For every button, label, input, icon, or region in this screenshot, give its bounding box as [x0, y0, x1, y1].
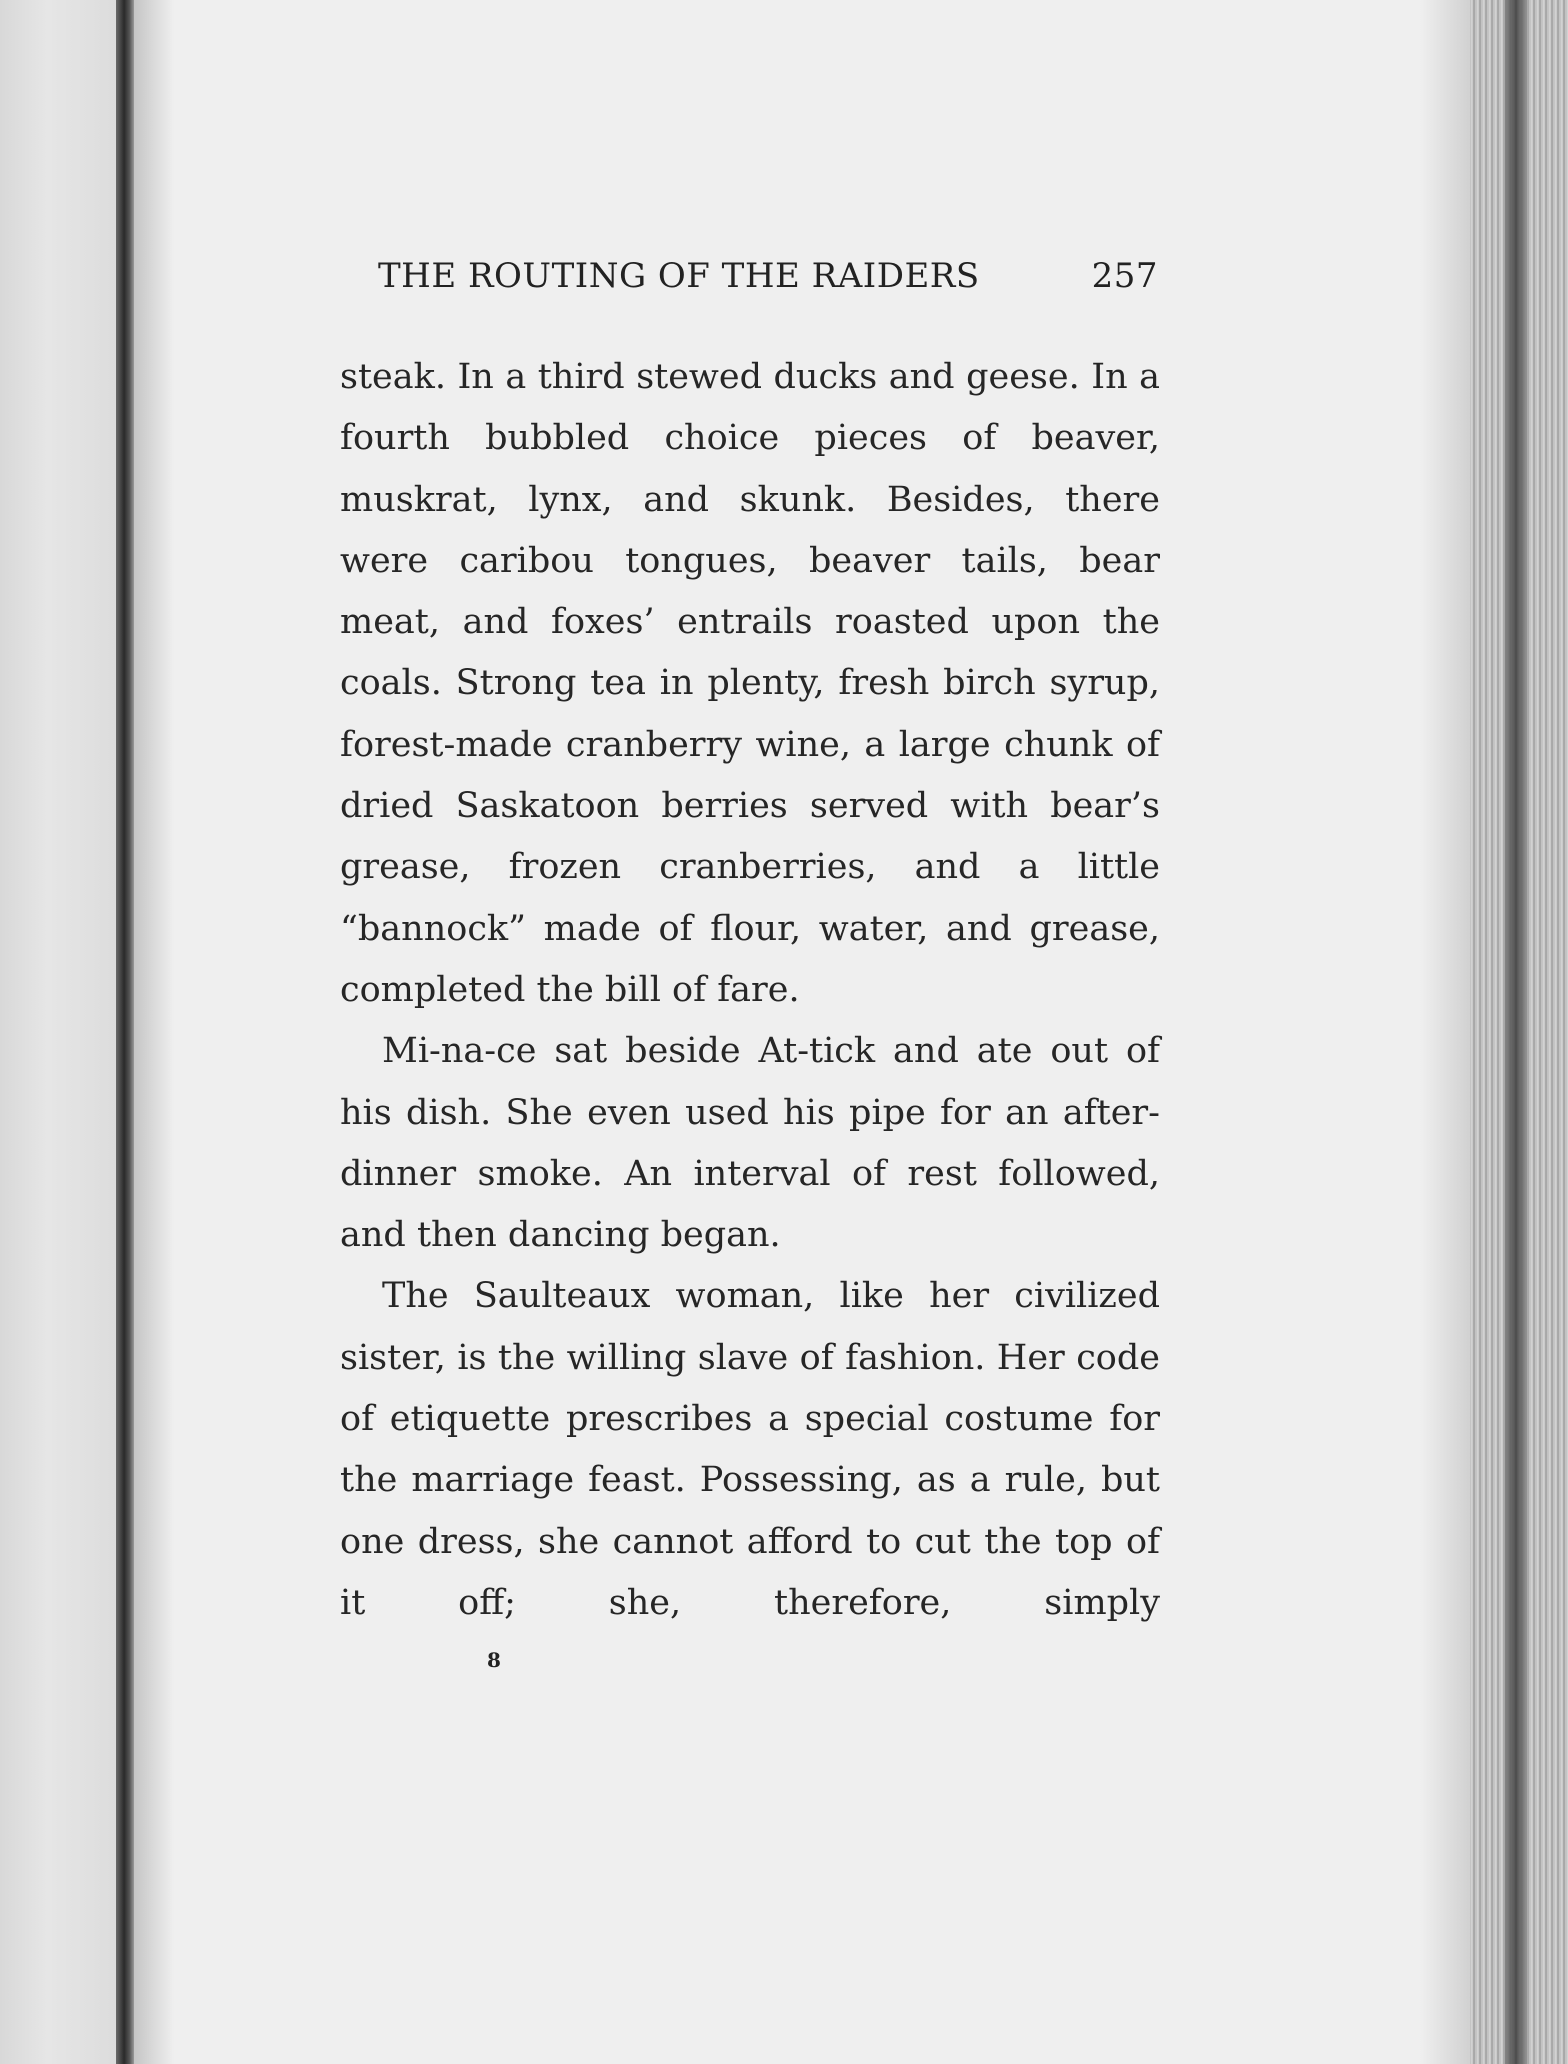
book-gutter [116, 0, 134, 2064]
signature-mark: 8 [487, 1648, 501, 1672]
paragraph-3: The Saulteaux woman, like her civilized sister, is the willing slave of fashion. Her code of etiquette prescribes a special costume for the marriage feast. Possessing, as a rule, but one dress, she cannot afford to cut the top of it off; she, therefore, simply [340, 1276, 1160, 1623]
gutter-shadow [134, 0, 174, 2064]
paragraph-1: steak. In a third stewed ducks and geese. In a fourth bubbled choice pieces of beaver, muskrat, lynx, and skunk. Besides, there were caribou tongues, beaver tails, bear meat, and foxes’ entrails roasted upon the coals. Strong tea in plenty, fresh birch syrup, forest-made cranberry wine, a large chunk of dried Saskatoon berries served with bear’s grease, frozen cranberries, and a little “bannock” made of flour, water, and grease, completed the bill of fare. [340, 357, 1160, 1010]
right-edge-shadow [1420, 0, 1472, 2064]
paragraph-2: Mi-na-ce sat beside At-tick and ate out of his dish. She even used his pipe for an after-dinner smoke. An interval of rest followed, and then dancing began. [340, 1031, 1160, 1256]
running-head-title: THE ROUTING OF THE RAIDERS [378, 256, 980, 296]
right-edge-dark-band [1505, 0, 1527, 2064]
left-page-edge [0, 0, 118, 2064]
page-number: 257 [1091, 256, 1158, 296]
body-text [340, 347, 1160, 1634]
running-head [378, 256, 1158, 312]
